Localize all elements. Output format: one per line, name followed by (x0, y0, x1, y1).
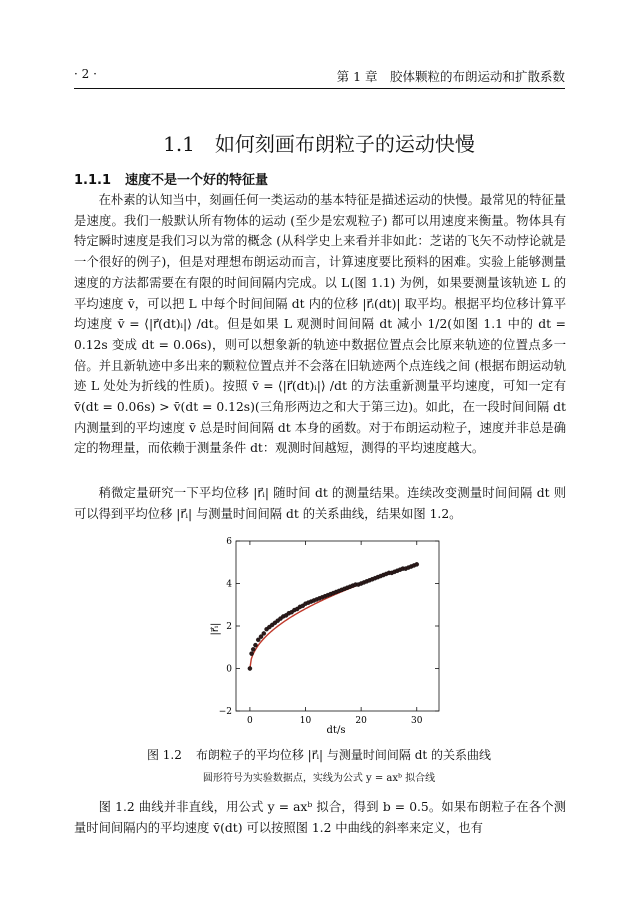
x-axis-label: dt/s (326, 725, 346, 736)
subsection-number: 1.1.1 (74, 173, 112, 188)
x-tick-label: 0 (247, 716, 253, 726)
paragraph-3 (74, 797, 566, 838)
paragraph-1-text: 在朴素的认知当中，刻画任何一类运动的基本特征是描述运动的快慢。最常见的特征量是速度。我们一般默认所有物体的运动 (至少是宏观粒子) 都可以用速度来衡量。物体具有特定瞬时速度是我们习以为常的概念 (从科学史上来看并非如此：芝诺的飞矢不动悖论就是一个很好的例子)，但是对理想布朗运动而言，计算速度要比预料的困难。实验上能够测量速度的方法都需要在有限的时间间隔内完成。以 L(图 1.1) 为例，如果要测量该轨迹 L 的平均速度 v̄，可以把 L 中每个时间间隔 dt 内的位移 |r⃗ᵢ(dt)| 取平均。根据平均位移计算平均速度 v̄ = ⟨|r⃗(dt)ᵢ|⟩ /dt。但是如果 L 观测时间间隔 dt 减小 1/2(如图 1.1 中的 dt = 0.12s 变成 dt = 0.06s)，则可以想象新的轨迹中数据位置点会比原来轨迹的位置点多一倍。并且新轨迹中多出来的颗粒位置点并不会落在旧轨迹两个点连线之间 (根据布朗运动轨迹 L 处处为折线的性质)。按照 v̄ = ⟨|r⃗(dt)ᵢ|⟩ /dt 的方法重新测量平均速度，可知一定有 v̄(dt = 0.06s) > v̄(dt = 0.12s)(三角形两边之和大于第三边)。如此，在一段时间间隔 dt 内测量到的平均速度 v̄ 总是时间间隔 dt 本身的函数。对于布朗运动粒子，速度并非总是确定的物理量，而依赖于测量条件 dt：观测时间越短，测得的平均速度越大。 (74, 193, 566, 456)
data-point (251, 647, 255, 651)
paragraph-3-text: 图 1.2 曲线并非直线，用公式 y = axᵇ 拟合，得到 b = 0.5。如果布朗粒子在各个测量时间间隔内的平均速度 v̄(dt) 可以按照图 1.2 中曲线的斜率来定义，也有 (74, 800, 566, 835)
figure-caption-note: 圆形符号为实验数据点，实线为公式 y = axᵇ 拟合线 (202, 773, 436, 784)
y-tick-label: 0 (226, 664, 232, 675)
data-point (253, 643, 257, 647)
figure-1-2 (210, 535, 450, 744)
data-point (415, 562, 419, 566)
y-axis-label: |r⃗ᵢ| (210, 622, 221, 636)
data-point (262, 631, 266, 635)
data-point (248, 666, 252, 670)
y-tick-label: −2 (218, 707, 232, 717)
running-header-chapter: 第 1 章 胶体颗粒的布朗运动和扩散系数 (336, 69, 565, 84)
y-tick-label: 4 (226, 579, 232, 590)
x-tick-label: 20 (355, 716, 367, 726)
subsection-title (74, 169, 268, 188)
header-rule (74, 88, 565, 89)
displacement-chart (210, 535, 450, 740)
y-tick-label: 2 (226, 622, 232, 632)
figure-caption-number: 图 1.2 (146, 748, 182, 762)
section-number: 1.1 (163, 132, 195, 156)
figure-caption (0, 746, 638, 763)
section-title (0, 128, 638, 157)
section-title-text: 如何刻画布朗粒子的运动快慢 (214, 132, 475, 156)
x-tick-label: 30 (411, 716, 423, 726)
paragraph-2 (74, 483, 566, 524)
paragraph-1 (74, 190, 566, 459)
paragraph-2-text: 稍微定量研究一下平均位移 |r⃗ᵢ| 随时间 dt 的测量结果。连续改变测量时间间隔 dt 则可以得到平均位移 |r⃗ᵢ| 与测量时间间隔 dt 的关系曲线，结果如图 1.2。 (74, 486, 566, 521)
page-number: · 2 · (74, 67, 97, 81)
y-tick-label: 6 (226, 537, 232, 547)
subsection-title-text: 速度不是一个好的特征量 (125, 173, 269, 188)
data-point (249, 652, 253, 656)
x-tick-label: 10 (299, 716, 312, 726)
figure-caption-title: 布朗粒子的平均位移 |r⃗ᵢ| 与测量时间间隔 dt 的关系曲线 (195, 748, 492, 762)
fit-curve (250, 565, 417, 669)
